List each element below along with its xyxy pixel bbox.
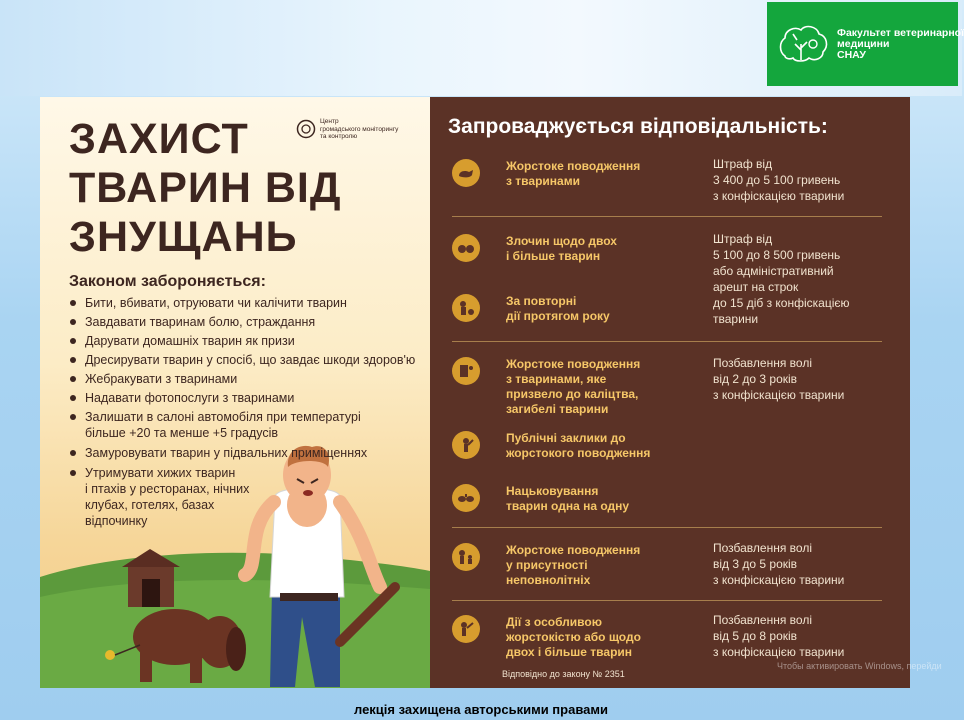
prohibited-heading: Законом забороняється: [69, 273, 266, 290]
poster-right-panel [430, 97, 942, 688]
offense-item: Дії з особливою жорстокістю або щодо двох і більше тварин [452, 615, 676, 660]
section-divider [452, 600, 882, 601]
faculty-name: Факультет ветеринарної медицини СНАУ [837, 26, 964, 61]
penalty-text: Штраф від 3 400 до 5 100 гривень з конфіскацією тварини [713, 157, 845, 203]
poster-title: ЗАХИСТ ТВАРИН ВІД ЗНУЩАНЬ [69, 115, 342, 261]
offense-item: Жорстоке поводження з тваринами, яке призвело до каліцтва, загибелі тварини [452, 357, 676, 417]
animal-cruelty-icon [452, 159, 480, 187]
prohibited-item: Надавати фотопослуги з тваринами [69, 390, 424, 406]
offense-item: Злочин щодо двох і більше тварин [452, 234, 676, 264]
penalty-text: Позбавлення волі від 2 до 3 років з конфіскацією тварини [713, 356, 845, 402]
law-reference: Відповідно до закону № 2351 [502, 669, 625, 679]
copyright-caption: лекція захищена авторськими правами [353, 702, 608, 717]
multiple-animals-icon [452, 234, 480, 262]
section-divider [452, 216, 882, 217]
penalty-text: Штраф від 5 100 до 8 500 гривень або адміністративний арешт на строк до 15 діб з конфіскацією тварини [713, 232, 850, 326]
minors-present-icon [452, 543, 480, 571]
prohibited-item: Утримувати хижих тварин і птахів у ресторанах, нічних клубах, готелях, базах відпочинку [69, 465, 424, 529]
public-call-icon [452, 431, 480, 459]
prohibited-item: Замуровувати тварин у підвальних приміщеннях [69, 445, 424, 461]
faculty-logo [767, 2, 964, 86]
section-divider [452, 527, 882, 528]
poster-left-panel [40, 97, 430, 688]
center-logo-icon [296, 119, 316, 139]
offense-item: Публічні заклики до жорстокого поводження [452, 431, 676, 461]
poster [40, 97, 942, 688]
offense-item: За повторні дії протягом року [452, 294, 676, 324]
windows-activation-watermark: Чтобы активировать Windows, перейди [777, 661, 942, 671]
animal-fight-icon [452, 484, 480, 512]
prohibited-list [69, 295, 424, 529]
prohibited-item: Бити, вбивати, отруювати чи калічити тварин [69, 295, 424, 311]
injury-icon [452, 357, 480, 385]
offense-item: Жорстоке поводження з тваринами [452, 159, 676, 189]
prohibited-item: Залишати в салоні автомобіля при температурі більше +20 та менше +5 градусів [69, 409, 424, 441]
prohibited-item: Завдавати тваринам болю, страждання [69, 314, 424, 330]
monitoring-center-logo: Центр громадського моніторингу та контролю [296, 118, 398, 141]
tree-emblem-icon [775, 22, 831, 66]
repeat-offense-icon [452, 294, 480, 322]
penalty-text: Позбавлення волі від 5 до 8 років з конфіскацією тварини [713, 613, 845, 659]
prohibited-item: Жебракувати з тваринами [69, 371, 424, 387]
extreme-cruelty-icon [452, 615, 480, 643]
prohibited-item: Дресирувати тварин у спосіб, що завдає шкоди здоров'ю [69, 352, 424, 368]
prohibited-item: Дарувати домашніх тварин як призи [69, 333, 424, 349]
offense-item: Нацьковування тварин одна на одну [452, 484, 676, 514]
offense-item: Жорстоке поводження у присутності неповнолітніх [452, 543, 676, 588]
section-divider [452, 341, 882, 342]
penalty-text: Позбавлення волі від 3 до 5 років з конфіскацією тварини [713, 541, 845, 587]
responsibility-heading: Запроваджується відповідальність: [448, 115, 828, 138]
